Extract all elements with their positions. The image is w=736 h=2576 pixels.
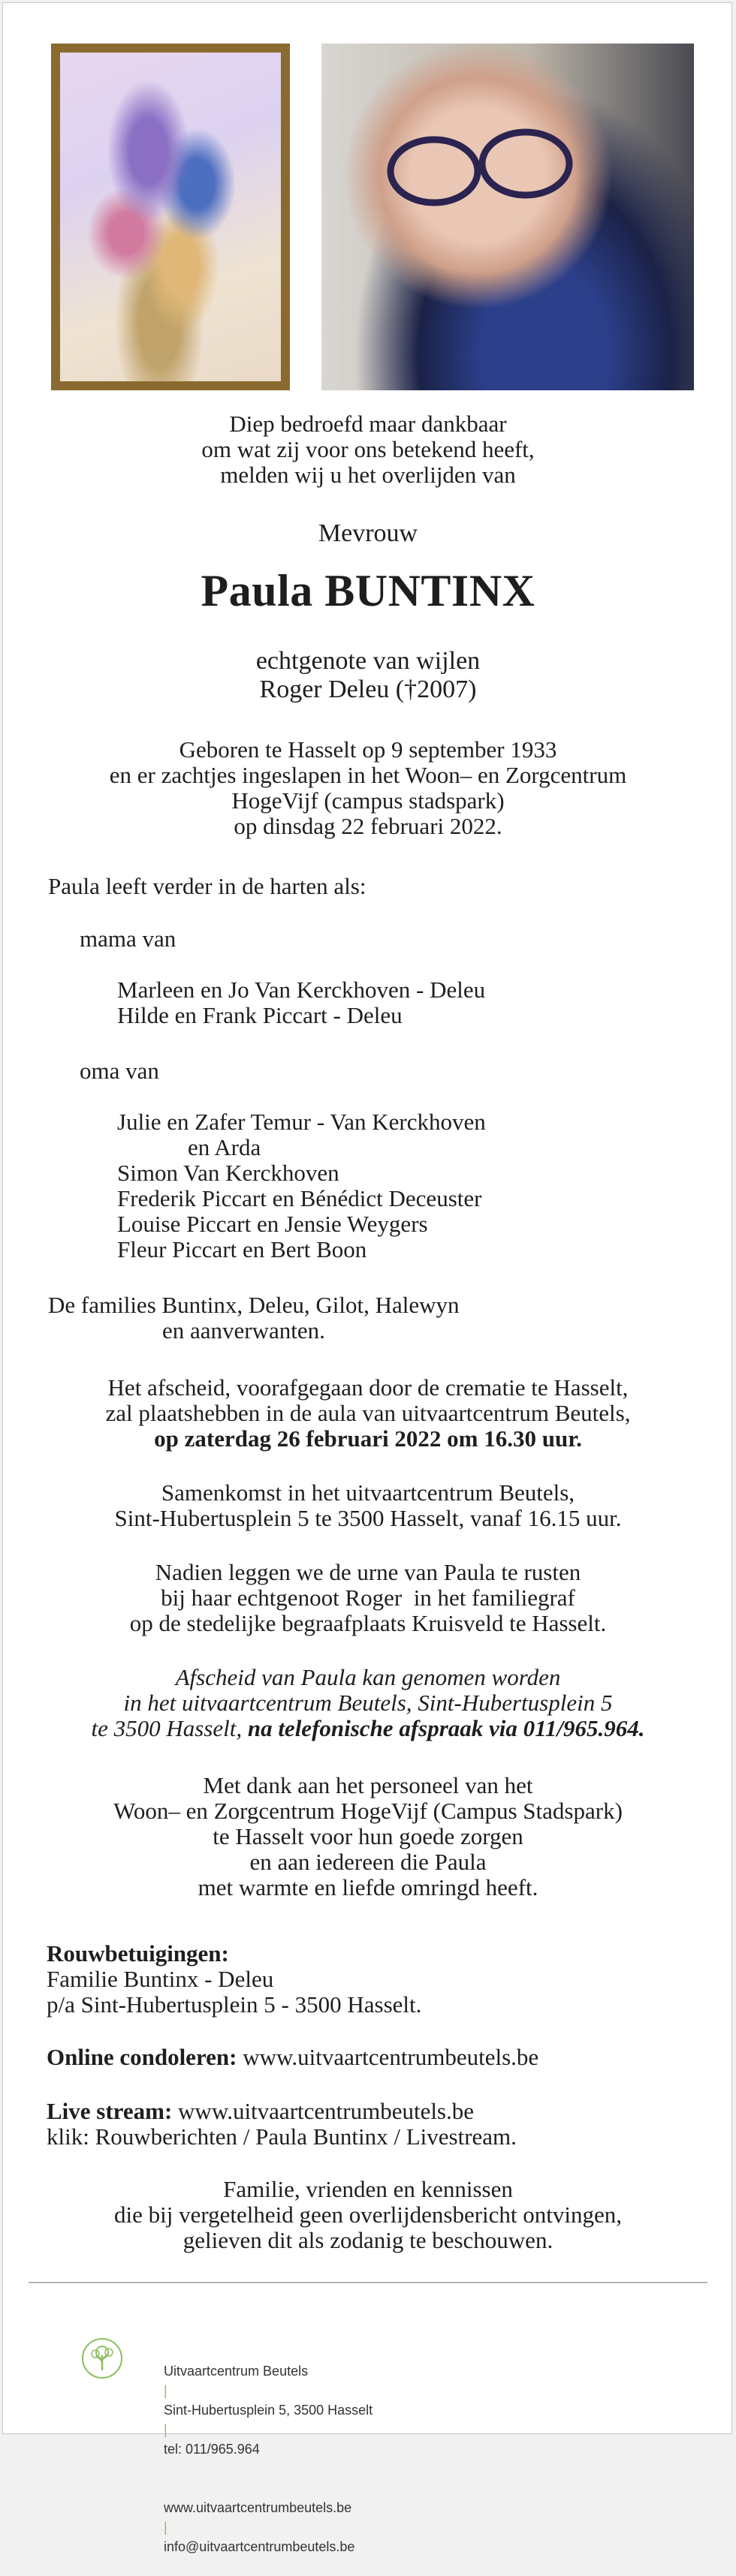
portrait-photo	[321, 44, 694, 390]
footer-text	[134, 2342, 704, 2576]
footer-email-link[interactable]: info@uitvaartcentrumbeutels.be	[164, 2539, 355, 2554]
urn-text: Nadien leggen we de urne van Paula te rusten bij haar echtgenoot Roger in het familiegraf op de stedelijke begraafplaats Kruisveld te Hasselt.	[129, 1559, 607, 1636]
divider	[29, 2282, 707, 2283]
condolences-label: Rouwbetuigingen:	[47, 1940, 229, 1967]
online-label: Online condoleren:	[47, 2044, 237, 2070]
grandmother-label: oma van	[80, 1058, 159, 1084]
footer-separator: |	[164, 2422, 167, 2437]
footer-company: Uitvaartcentrum Beutels	[164, 2364, 309, 2379]
list-item: Julie en Zafer Temur - Van Kerckhoven	[117, 1109, 486, 1135]
online-condolences	[47, 2045, 538, 2070]
appointment-phone: na telefonische afspraak via 011/965.964.	[247, 1715, 645, 1741]
salutation: Mevrouw	[318, 519, 418, 547]
deceased-name: Paula BUNTINX	[201, 566, 535, 615]
online-link[interactable]: www.uitvaartcentrumbeutels.be	[243, 2044, 539, 2070]
list-item: Marleen en Jo Van Kerckhoven - Deleu	[117, 977, 486, 1003]
families-text: De families Buntinx, Deleu, Gilot, Halewyn en aanverwanten.	[48, 1292, 460, 1344]
flower-painting-image	[51, 44, 290, 390]
farewell-text: Afscheid van Paula kan genomen worden in het uitvaartcentrum Beutels, Sint-Hubertusplein 5 te 3500 Hasselt, na telefonische afspraak via 011/965.964.	[91, 1664, 645, 1741]
ceremony-date: op zaterdag 26 februari 2022 om 16.30 uur.	[154, 1425, 582, 1452]
thanks-text: Met dank aan het personeel van het Woon– en Zorgcentrum HogeVijf (Campus Stadspark) te Hasselt voor hun goede zorgen en aan iedereen die Paula met warmte en liefde omringd heeft.	[113, 1772, 623, 1900]
list-item: Frederik Piccart en Bénédict Deceuster	[117, 1185, 482, 1211]
footer-address: Sint-Hubertusplein 5, 3500 Hasselt	[164, 2403, 373, 2418]
painting-canvas	[60, 53, 281, 381]
list-item: Louise Piccart en Jensie Weygers	[117, 1211, 428, 1237]
live-path: klik: Rouwberichten / Paula Buntinx / Livestream.	[47, 2123, 517, 2150]
footer-separator: |	[164, 2520, 167, 2535]
spouse-text: echtgenote van wijlen Roger Deleu (†2007)	[255, 647, 481, 703]
grandchildren-list	[117, 1109, 486, 1262]
gathering-text: Samenkomst in het uitvaartcentrum Beutels, Sint-Hubertusplein 5 te 3500 Hasselt, vanaf 16.15 uur.	[114, 1479, 622, 1531]
footer-website-link[interactable]: www.uitvaartcentrumbeutels.be	[164, 2500, 352, 2515]
condolences-block: Rouwbetuigingen: Familie Buntinx - Deleu p/a Sint-Hubertusplein 5 - 3500 Hasselt.	[47, 1940, 422, 2018]
live-label: Live stream:	[47, 2098, 173, 2124]
ceremony-text: Het afscheid, voorafgegaan door de crematie te Hasselt, zal plaatshebben in de aula van uitvaartcentrum Beutels, op zaterdag 26 februari 2022 om 16.30 uur.	[3, 1375, 733, 1452]
obituary-card	[2, 2, 732, 2554]
list-item: Fleur Piccart en Bert Boon	[117, 1236, 367, 1262]
birth-death-text: Geboren te Hasselt op 9 september 1933 en er zachtjes ingeslapen in het Woon– en Zorgcentrum HogeVijf (campus stadspark) op dinsdag 22 februari 2022.	[109, 736, 627, 839]
list-item: en Arda	[188, 1134, 261, 1160]
list-item: Simon Van Kerckhoven	[117, 1160, 339, 1186]
intro-text: Diep bedroefd maar dankbaar om wat zij voor ons betekend heeft, melden wij u het overlijden van	[201, 411, 535, 488]
list-item: Hilde en Frank Piccart - Deleu	[117, 1002, 403, 1028]
footer-separator: |	[164, 2383, 167, 2398]
lives-on-text: Paula leeft verder in de harten als:	[48, 873, 366, 899]
children-list	[117, 977, 485, 1028]
glasses-icon	[321, 44, 694, 390]
tree-logo-icon	[81, 2337, 123, 2379]
closing-text: Familie, vrienden en kennissen die bij vergetelheid geen overlijdensbericht ontvingen, gelieven dit als zodanig te beschouwen.	[113, 2176, 623, 2253]
mother-label: mama van	[80, 925, 176, 952]
live-link[interactable]: www.uitvaartcentrumbeutels.be	[178, 2098, 475, 2124]
live-stream-block	[47, 2099, 517, 2150]
footer-phone: tel: 011/965.964	[164, 2442, 260, 2457]
